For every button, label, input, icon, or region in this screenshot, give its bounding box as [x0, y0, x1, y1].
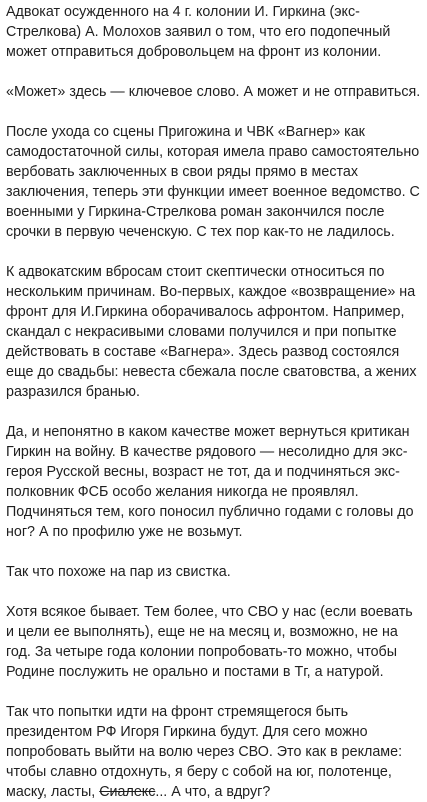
- paragraph-3: После ухода со сцены Пригожина и ЧВК «Вагнер» как самодостаточной силы, которая имела право самостоятельно вербовать заключенных в свои ряды прямо в местах заключения, теперь эти функции имеет военное ведомство. С военными у Гиркина-Стрелкова роман закончился после срочки в первую чеченскую. С тех пор как-то не ладилось.: [6, 124, 420, 240]
- paragraph-2: «Может» здесь — ключевое слово. А может и не отправиться.: [6, 84, 421, 100]
- paragraph-6: Так что похоже на пар из свистка.: [6, 564, 231, 580]
- strikethrough-word: Сиалекс: [99, 784, 156, 800]
- paragraph-1: Адвокат осужденного на 4 г. колонии И. Гиркина (экс-Стрелкова) А. Молохов заявил о том, что его подопечный может отправиться добровольцем на фронт из колонии.: [6, 4, 391, 60]
- paragraph-4: К адвокатским вбросам стоит скептически относиться по нескольким причинам. Во-первых, каждое «возвращение» на фронт для И.Гиркина оборачивалось афронтом. Например, скандал с некрасивыми словами получился и при попытке действовать в составе «Вагнера». Здесь развод состоялся еще до свадьбы: невеста сбежала после сватовства, а жених разразился бранью.: [6, 264, 417, 400]
- paragraph-8-end: ... А что, а вдруг?: [155, 784, 271, 800]
- paragraph-5: Да, и непонятно в каком качестве может вернуться критикан Гиркин на войну. В качестве рядового — несолидно для экс-героя Русской весны, возраст не тот, да и подчиняться экс-полковник ФСБ особо желания никогда не проявлял. Подчиняться тем, кого поносил публично годами с головы до ног? А по профилю уже не возьмут.: [6, 424, 414, 540]
- paragraph-8: [6, 702, 421, 802]
- paragraph-7: Хотя всякое бывает. Тем более, что СВО у нас (если воевать и цели ее выполнять), еще не на месяц и, возможно, не на год. За четыре года колонии попробовать-то можно, чтобы Родине послужить не орально и постами в Тг, а натурой.: [6, 604, 413, 680]
- paragraph-8-start: Так что попытки идти на фронт стремящегося быть президентом РФ Игоря Гиркина будут. Для сего можно попробовать выйти на волю через СВО. Это как в рекламе: чтобы славно отдохнуть, я беру с собой на юг, полотенце, маску, ласты,: [6, 704, 403, 800]
